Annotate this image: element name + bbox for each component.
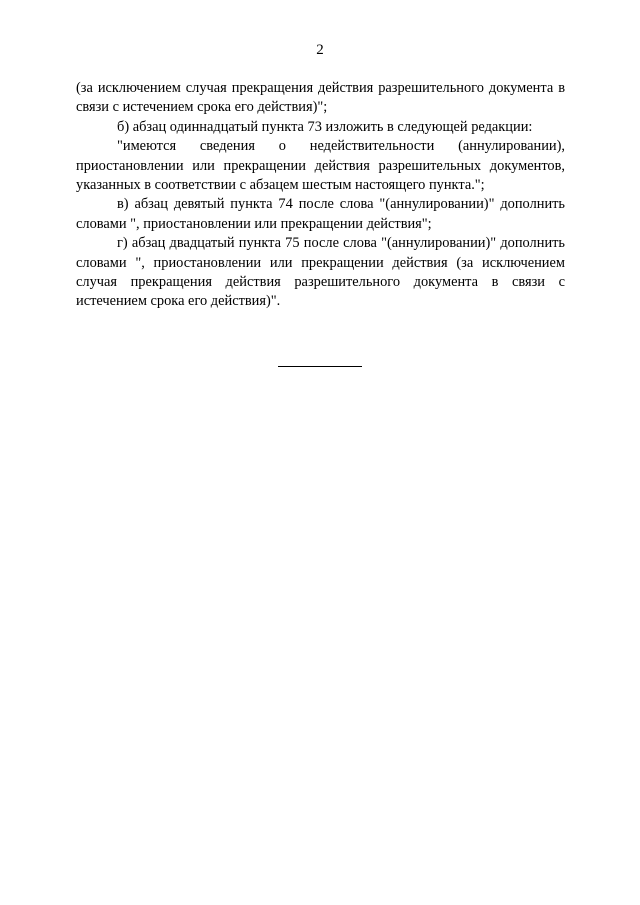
paragraph-item-b: б) абзац одиннадцатый пункта 73 изложить в следующей редакции: [117,118,533,135]
paragraph-item-g: г) абзац двадцатый пункта 75 после слова "(аннулировании)" дополнить словами ", приостановлении или прекращении действия (за исключением случая прекращения действия разрешительного документа в связи с истечением срока его действия)". [76,235,565,310]
page-number: 2 [316,42,324,58]
paragraph-item-v: в) абзац девятый пункта 74 после слова "(аннулировании)" дополнить словами ", приостановлении или прекращении действия"; [76,196,565,232]
document-body [76,79,565,312]
paragraph-quote: "имеются сведения о недействительности (аннулировании), приостановлении или прекращении действия разрешительных документов, указанных в соответствии с абзацем шестым настоящего пункта."; [76,138,565,194]
paragraph-continuation: (за исключением случая прекращения действия разрешительного документа в связи с истечением срока его действия)"; [76,80,565,116]
end-of-text-rule [278,366,362,367]
